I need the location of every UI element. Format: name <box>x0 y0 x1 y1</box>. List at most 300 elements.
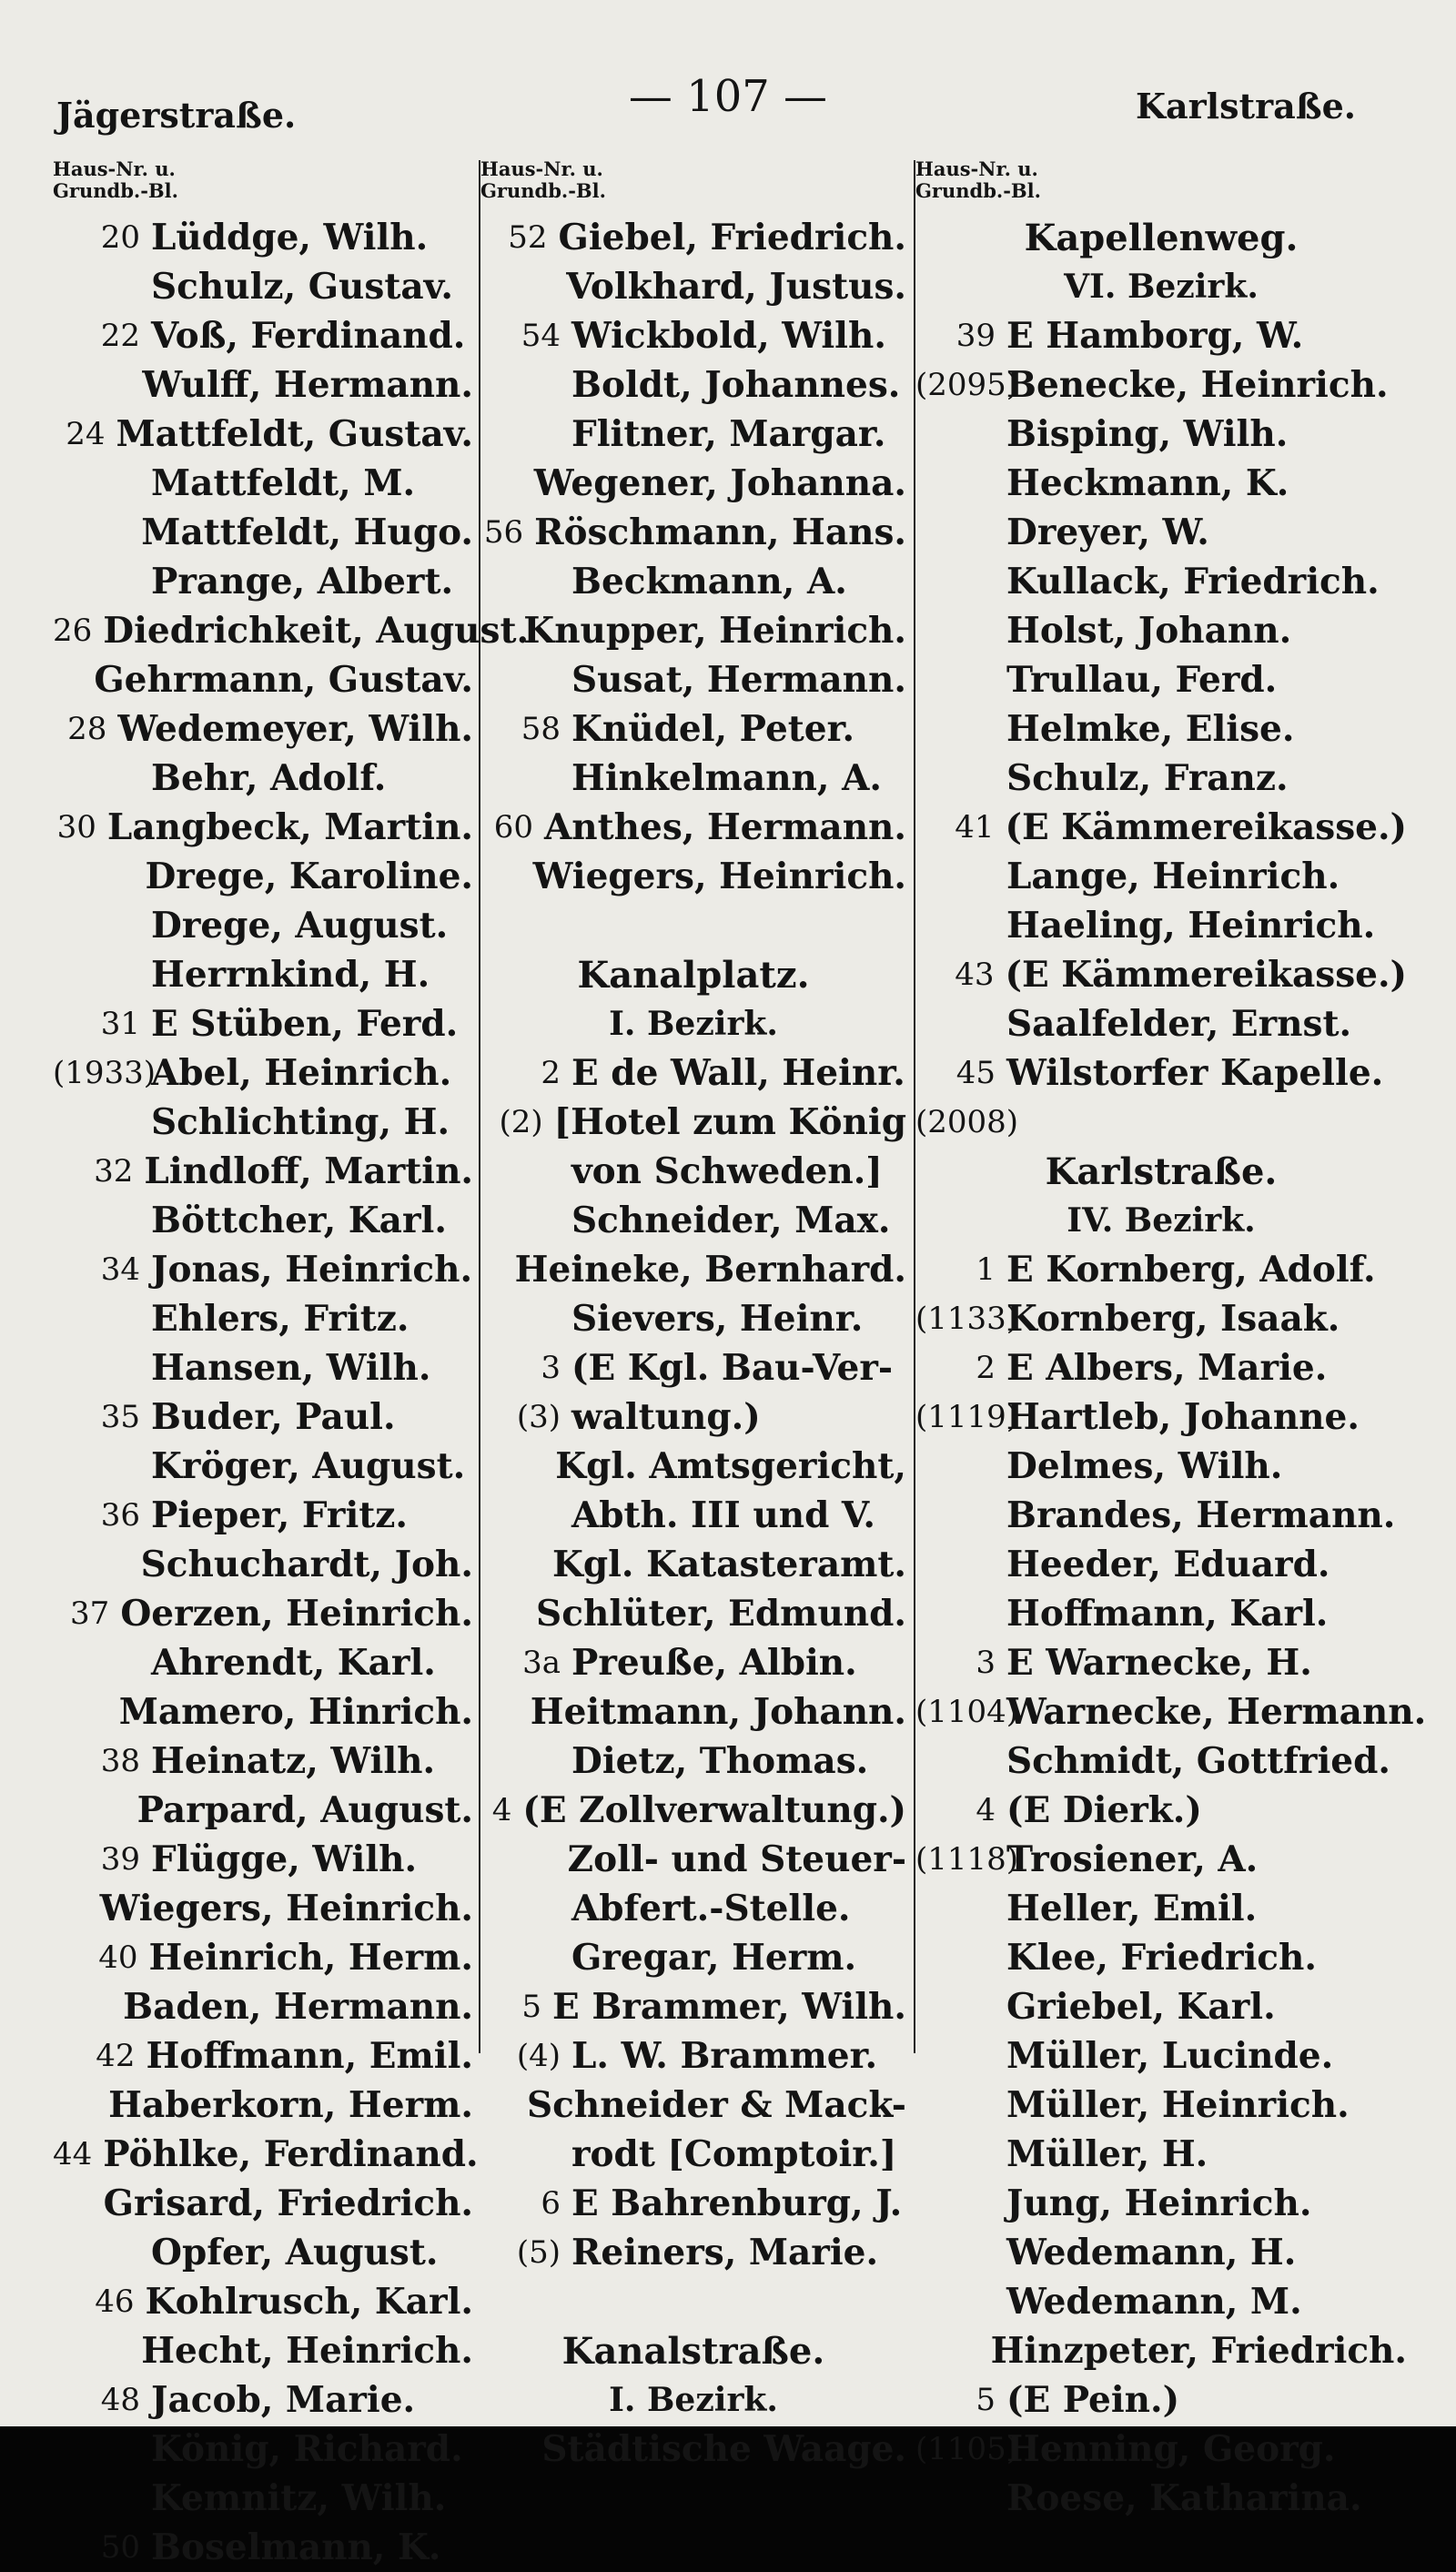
resident-entry <box>915 508 1407 557</box>
resident-entry <box>915 360 1407 410</box>
resident-entry <box>915 606 1407 655</box>
house-number: (1133) <box>915 1301 1019 1337</box>
resident-name: Abth. III und V. <box>571 1494 875 1536</box>
resident-entry <box>915 901 1407 950</box>
street-heading: Kanalstraße. <box>561 2329 825 2373</box>
resident-entry <box>480 2425 906 2474</box>
resident-name: Knupper, Heinrich. <box>523 610 906 652</box>
resident-entry <box>915 2130 1407 2179</box>
resident-name: Gregar, Herm. <box>571 1937 857 1979</box>
resident-entry <box>53 1048 473 1098</box>
resident-name: Opfer, August. <box>151 2232 439 2273</box>
resident-name: Schulz, Gustav. <box>151 266 453 308</box>
resident-name: Mattfeldt, Gustav. <box>116 413 473 455</box>
house-number: 42 <box>96 2038 136 2074</box>
resident-name: Ahrendt, Karl. <box>151 1642 436 1684</box>
resident-name: Diedrichkeit, August. <box>103 610 530 652</box>
resident-name: Jung, Heinrich. <box>1006 2182 1312 2224</box>
resident-name: Oerzen, Heinrich. <box>120 1593 473 1635</box>
resident-entry <box>53 606 530 655</box>
resident-entry <box>915 2179 1407 2228</box>
resident-entry <box>53 1933 473 1982</box>
resident-name: Gehrmann, Gustav. <box>94 659 473 701</box>
resident-entry <box>480 2179 906 2228</box>
resident-entry <box>53 2228 473 2277</box>
resident-entry <box>480 262 906 311</box>
house-number: 28 <box>67 711 107 747</box>
house-number: 52 <box>508 219 548 256</box>
resident-entry <box>480 410 906 459</box>
house-number: 2 <box>976 1350 996 1386</box>
resident-name: [Hotel zum König <box>553 1101 906 1143</box>
resident-name: Wedemann, H. <box>1006 2232 1297 2273</box>
resident-name: Mattfeldt, Hugo. <box>141 511 473 553</box>
resident-name: Saalfelder, Ernst. <box>1006 1003 1352 1045</box>
resident-name: Preuße, Albin. <box>571 1642 857 1684</box>
resident-entry <box>480 704 906 754</box>
resident-name: Kornberg, Isaak. <box>1006 1298 1340 1340</box>
column-header-line: Haus-Nr. u. <box>53 157 176 180</box>
resident-name: Drege, Karoline. <box>145 856 473 897</box>
resident-entry <box>480 1196 906 1245</box>
resident-name: Heineke, Bernhard. <box>514 1249 906 1291</box>
resident-entry <box>915 803 1407 852</box>
running-head <box>0 66 1456 138</box>
column-header <box>53 158 473 213</box>
left-street-header: Jägerstraße. <box>56 95 297 136</box>
resident-entry <box>915 950 1407 999</box>
house-number: 43 <box>955 957 995 993</box>
resident-name: Reiners, Marie. <box>571 2232 879 2273</box>
house-number: (1119) <box>915 1399 1019 1435</box>
house-number: 37 <box>70 1595 110 1632</box>
resident-name: Abel, Heinrich. <box>151 1052 452 1094</box>
resident-entry <box>53 410 473 459</box>
resident-name: Grisard, Friedrich. <box>103 2182 473 2224</box>
resident-name: (E Kämmereikasse.) <box>1005 806 1407 848</box>
resident-name: Henning, Georg. <box>1006 2428 1336 2470</box>
resident-name: Müller, Lucinde. <box>1006 2035 1334 2077</box>
house-number: (1933) <box>53 1055 157 1091</box>
resident-entry <box>480 508 906 557</box>
resident-entry <box>53 1294 473 1343</box>
resident-entry <box>53 2326 473 2375</box>
resident-entry <box>915 2081 1407 2130</box>
house-number: 38 <box>100 1743 140 1779</box>
resident-entry <box>53 2375 473 2425</box>
resident-name: E Stüben, Ferd. <box>151 1003 459 1045</box>
house-number: 26 <box>53 613 93 649</box>
resident-entry <box>53 2425 473 2474</box>
column-header-line: Haus-Nr. u. <box>480 157 603 180</box>
resident-entry <box>53 1098 473 1147</box>
resident-entry <box>53 1737 473 1786</box>
resident-name: E Kornberg, Adolf. <box>1006 1249 1376 1291</box>
resident-name: Kgl. Katasteramt. <box>551 1544 906 1585</box>
resident-entry <box>53 950 473 999</box>
resident-entry <box>53 655 473 704</box>
resident-entry <box>53 1147 473 1196</box>
resident-entry <box>915 1048 1407 1098</box>
resident-entry <box>480 1098 906 1147</box>
resident-name: Böttcher, Karl. <box>151 1200 447 1241</box>
resident-name: Kullack, Friedrich. <box>1006 561 1380 602</box>
resident-entry <box>915 459 1407 508</box>
resident-name: Schuchardt, Joh. <box>140 1544 473 1585</box>
resident-name: Hansen, Wilh. <box>151 1347 431 1389</box>
resident-name: Brandes, Hermann. <box>1006 1494 1396 1536</box>
spacer <box>480 2277 906 2326</box>
resident-entry <box>53 311 473 360</box>
resident-name: E de Wall, Heinr. <box>571 1052 905 1094</box>
resident-entry <box>53 1884 473 1933</box>
resident-entry <box>480 1245 906 1294</box>
street-heading: Karlstraße. <box>1045 1149 1278 1193</box>
resident-entry <box>915 1540 1407 1589</box>
resident-name: Klee, Friedrich. <box>1006 1937 1317 1979</box>
resident-name: Dreyer, W. <box>1006 511 1209 553</box>
resident-entry <box>915 410 1407 459</box>
resident-name: Holst, Johann. <box>1006 610 1292 652</box>
resident-entry <box>480 1933 906 1982</box>
resident-name: Susat, Hermann. <box>571 659 906 701</box>
resident-entry <box>480 1540 906 1589</box>
resident-entry <box>480 1835 906 1884</box>
resident-entry <box>480 1048 906 1098</box>
resident-entry <box>53 1196 473 1245</box>
district-heading: VI. Bezirk. <box>1064 268 1259 306</box>
house-number: 35 <box>100 1399 140 1435</box>
resident-name: Röschmann, Hans. <box>534 511 906 553</box>
resident-entry <box>915 754 1407 803</box>
resident-entry <box>53 754 473 803</box>
resident-entry <box>915 2474 1407 2523</box>
resident-entry <box>915 655 1407 704</box>
resident-name: Boselmann, K. <box>151 2526 441 2568</box>
resident-entry <box>915 999 1407 1048</box>
resident-name: Pieper, Fritz. <box>151 1494 409 1536</box>
resident-name: Bisping, Wilh. <box>1006 413 1289 455</box>
resident-name: Wilstorfer Kapelle. <box>1006 1052 1384 1094</box>
house-number: 22 <box>100 318 140 354</box>
resident-entry <box>53 213 473 262</box>
resident-entry <box>53 557 473 606</box>
resident-name: Müller, Heinrich. <box>1006 2084 1350 2126</box>
resident-entry <box>53 1540 473 1589</box>
resident-name: E Albers, Marie. <box>1006 1347 1328 1389</box>
resident-entry <box>915 1638 1407 1687</box>
resident-name: Langbeck, Martin. <box>106 806 473 848</box>
resident-entry <box>53 803 473 852</box>
resident-name: Heckmann, K. <box>1006 462 1289 504</box>
resident-name: Wiegers, Heinrich. <box>532 856 906 897</box>
resident-name: Heeder, Eduard. <box>1006 1544 1330 1585</box>
resident-entry <box>53 1343 473 1392</box>
resident-name: E Hamborg, W. <box>1006 315 1304 357</box>
resident-name: Schlüter, Edmund. <box>536 1593 906 1635</box>
resident-entry <box>915 2326 1407 2375</box>
resident-entry <box>53 2523 473 2572</box>
resident-name: Griebel, Karl. <box>1006 1986 1276 2028</box>
resident-name: König, Richard. <box>151 2428 463 2470</box>
resident-name: Schlichting, H. <box>151 1101 450 1143</box>
resident-entry <box>480 606 906 655</box>
resident-entry <box>480 360 906 410</box>
house-number: 60 <box>493 809 534 846</box>
resident-name: Städtische Waage. <box>541 2428 906 2470</box>
resident-name: Wiegers, Heinrich. <box>99 1888 473 1929</box>
resident-name: Wickbold, Wilh. <box>571 315 886 357</box>
resident-entry <box>480 213 906 262</box>
house-number: 31 <box>100 1006 140 1042</box>
house-number: 44 <box>53 2136 93 2172</box>
resident-name: (E Kgl. Bau-Ver- <box>571 1347 894 1389</box>
resident-name: Boldt, Johannes. <box>571 364 901 406</box>
house-number: 4 <box>491 1792 512 1828</box>
resident-entry <box>53 459 473 508</box>
resident-entry <box>915 852 1407 901</box>
district-heading: IV. Bezirk. <box>1067 1201 1256 1240</box>
resident-entry <box>53 1491 473 1540</box>
house-number: 32 <box>94 1153 134 1190</box>
resident-name: Mattfeldt, M. <box>151 462 416 504</box>
resident-name: Beckmann, A. <box>571 561 847 602</box>
column-header <box>480 158 906 213</box>
resident-entry <box>480 1884 906 1933</box>
resident-name: Flitner, Margar. <box>571 413 886 455</box>
resident-entry <box>915 1835 1407 1884</box>
resident-entry <box>480 852 906 901</box>
resident-name: Haeling, Heinrich. <box>1006 905 1376 947</box>
resident-entry <box>480 754 906 803</box>
house-number: 30 <box>56 809 96 846</box>
resident-entry <box>915 1392 1407 1442</box>
resident-entry <box>915 1687 1427 1737</box>
resident-entry <box>915 1442 1407 1491</box>
resident-entry <box>53 2081 473 2130</box>
resident-entry <box>53 1786 473 1835</box>
resident-name: Heinrich, Herm. <box>148 1937 473 1979</box>
resident-entry <box>915 1491 1407 1540</box>
resident-entry <box>53 999 473 1048</box>
resident-name: Anthes, Hermann. <box>544 806 906 848</box>
house-number: 3 <box>976 1645 996 1681</box>
resident-entry <box>915 311 1407 360</box>
resident-name: Heinatz, Wilh. <box>151 1740 436 1782</box>
resident-entry <box>480 1392 906 1442</box>
resident-name: Pöhlke, Ferdinand. <box>103 2133 479 2175</box>
resident-name: Müller, H. <box>1006 2133 1208 2175</box>
resident-name: Dietz, Thomas. <box>571 1740 869 1782</box>
resident-entry <box>53 1687 473 1737</box>
resident-entry <box>480 1442 906 1491</box>
resident-name: Hinzpeter, Friedrich. <box>990 2330 1407 2372</box>
resident-entry <box>480 1343 906 1392</box>
resident-entry <box>915 1737 1407 1786</box>
resident-name: Hinkelmann, A. <box>571 757 882 799</box>
resident-name: Wegener, Johanna. <box>533 462 906 504</box>
house-number: 5 <box>521 1989 542 2025</box>
house-number: (2008) <box>915 1104 1019 1140</box>
resident-entry <box>53 262 473 311</box>
resident-name: Heller, Emil. <box>1006 1888 1258 1929</box>
resident-entry <box>53 2277 473 2326</box>
resident-entry <box>915 1245 1407 1294</box>
resident-name: Kohlrusch, Karl. <box>145 2281 473 2323</box>
resident-name: Trullau, Ferd. <box>1006 659 1278 701</box>
resident-name: Mamero, Hinrich. <box>118 1691 473 1733</box>
resident-entry <box>53 901 473 950</box>
resident-entry <box>53 1982 473 2031</box>
column-header-line: Grundb.-Bl. <box>915 179 1041 202</box>
resident-name: Buder, Paul. <box>151 1396 396 1438</box>
resident-entry <box>53 2474 473 2523</box>
resident-entry <box>480 2081 906 2130</box>
resident-entry <box>915 1589 1407 1638</box>
resident-entry <box>480 1294 906 1343</box>
street-heading: Kapellenweg. <box>1024 216 1299 259</box>
resident-name: Parpard, August. <box>136 1789 473 1831</box>
resident-name: Hoffmann, Emil. <box>146 2035 473 2077</box>
right-street-header: Karlstraße. <box>1136 86 1356 127</box>
resident-name: Jacob, Marie. <box>151 2379 416 2421</box>
street-heading: Kanalplatz. <box>577 953 810 997</box>
resident-name: von Schweden.] <box>571 1150 883 1192</box>
resident-entry <box>480 2228 906 2277</box>
resident-name: Lange, Heinrich. <box>1006 856 1340 897</box>
resident-entry <box>480 1737 906 1786</box>
house-number: (2) <box>499 1104 543 1140</box>
resident-name: Voß, Ferdinand. <box>151 315 466 357</box>
resident-name: Flügge, Wilh. <box>151 1838 418 1880</box>
resident-entry <box>480 1638 906 1687</box>
resident-entry <box>53 1392 473 1442</box>
resident-entry <box>53 508 473 557</box>
resident-name: L. W. Brammer. <box>571 2035 878 2077</box>
house-number: 40 <box>98 1939 138 1976</box>
column-header-line: Grundb.-Bl. <box>480 179 606 202</box>
column-header <box>915 158 1407 213</box>
house-number: 46 <box>95 2283 135 2320</box>
house-number: 45 <box>956 1055 996 1091</box>
resident-entry <box>480 557 906 606</box>
resident-name: Jonas, Heinrich. <box>151 1249 473 1291</box>
house-number: (1105) <box>915 2431 1019 2467</box>
resident-entry <box>53 852 473 901</box>
resident-entry <box>915 2228 1407 2277</box>
resident-entry <box>915 1933 1407 1982</box>
house-number: (5) <box>516 2234 561 2271</box>
resident-name: Baden, Hermann. <box>123 1986 473 2028</box>
resident-entry <box>53 1638 473 1687</box>
resident-name: Abfert.-Stelle. <box>571 1888 851 1929</box>
resident-name: Giebel, Friedrich. <box>558 217 906 258</box>
resident-name: Schneider, Max. <box>571 1200 891 1241</box>
house-number: 3a <box>522 1645 561 1681</box>
resident-name: rodt [Comptoir.] <box>571 2133 897 2175</box>
resident-entry <box>53 1245 473 1294</box>
resident-entry <box>480 1687 906 1737</box>
resident-entry <box>480 1982 906 2031</box>
house-number: 5 <box>976 2382 996 2418</box>
resident-entry <box>53 1442 473 1491</box>
house-number: 41 <box>955 809 995 846</box>
house-number: 56 <box>483 514 524 551</box>
resident-entry <box>915 1786 1407 1835</box>
resident-name: E Warnecke, H. <box>1006 1642 1312 1684</box>
resident-name: Prange, Albert. <box>151 561 454 602</box>
house-number: 4 <box>976 1792 996 1828</box>
resident-entry <box>915 1982 1407 2031</box>
page-number: — 107 — <box>628 71 828 122</box>
resident-entry <box>480 1491 906 1540</box>
resident-entry <box>53 2179 473 2228</box>
house-number: 50 <box>100 2529 140 2566</box>
resident-name: Lüddge, Wilh. <box>151 217 429 258</box>
district-heading: I. Bezirk. <box>609 1005 778 1043</box>
house-number: 54 <box>521 318 561 354</box>
resident-entry <box>480 459 906 508</box>
resident-entry <box>915 1343 1407 1392</box>
house-number: (1118) <box>915 1841 1019 1878</box>
resident-entry <box>53 1835 473 1884</box>
house-number: 58 <box>521 711 561 747</box>
resident-entry <box>480 311 906 360</box>
resident-name: (E Zollverwaltung.) <box>522 1789 906 1831</box>
resident-name: Drege, August. <box>151 905 449 947</box>
resident-name: Roese, Katharina. <box>1006 2477 1362 2519</box>
resident-name: Heitmann, Johann. <box>530 1691 906 1733</box>
resident-entry <box>480 2130 906 2179</box>
resident-entry <box>915 1098 1407 1147</box>
resident-entry <box>480 1786 906 1835</box>
resident-entry <box>53 1589 473 1638</box>
resident-entry <box>480 803 906 852</box>
resident-entry <box>915 2425 1407 2474</box>
house-number: 24 <box>66 416 106 452</box>
resident-entry <box>53 2031 473 2081</box>
resident-entry <box>480 655 906 704</box>
resident-name: Knüdel, Peter. <box>571 708 855 750</box>
resident-name: Delmes, Wilh. <box>1006 1445 1283 1487</box>
resident-name: Hoffmann, Karl. <box>1006 1593 1329 1635</box>
resident-entry <box>53 2130 479 2179</box>
resident-name: Schulz, Franz. <box>1006 757 1289 799</box>
column-2 <box>480 158 906 2474</box>
resident-name: Herrnkind, H. <box>151 954 430 996</box>
house-number: 20 <box>100 219 140 256</box>
resident-entry <box>915 1294 1407 1343</box>
resident-entry <box>915 557 1407 606</box>
house-number: 6 <box>541 2185 561 2222</box>
resident-name: Benecke, Heinrich. <box>1006 364 1389 406</box>
house-number: (4) <box>516 2038 561 2074</box>
resident-entry <box>915 1884 1407 1933</box>
resident-name: Schmidt, Gottfried. <box>1006 1740 1390 1782</box>
column-3 <box>915 157 1427 2523</box>
house-number: (2095) <box>915 367 1019 403</box>
resident-name: Haberkorn, Herm. <box>108 2084 473 2126</box>
resident-name: Wulff, Hermann. <box>142 364 473 406</box>
resident-entry <box>915 704 1407 754</box>
house-number: 1 <box>976 1251 996 1288</box>
column-header-line: Grundb.-Bl. <box>53 179 178 202</box>
house-number: 48 <box>100 2382 140 2418</box>
house-number: 34 <box>100 1251 140 1288</box>
house-number: 39 <box>100 1841 140 1878</box>
resident-entry <box>915 2031 1407 2081</box>
resident-name: Zoll- und Steuer- <box>567 1838 906 1880</box>
